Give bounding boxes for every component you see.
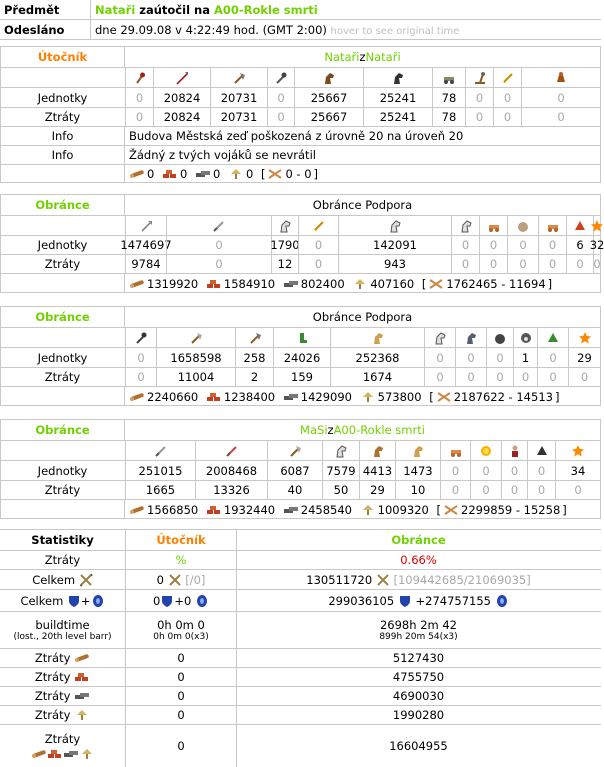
star-icon (578, 331, 592, 345)
scout-icon (274, 71, 288, 85)
stats-defender-head: Obránce (391, 533, 446, 547)
loss-cell: 0 (537, 368, 568, 386)
iron-value: 2458540 (300, 502, 352, 517)
unit-cell: 0 (424, 348, 455, 367)
ramo-icon (546, 219, 560, 233)
defender3-role: Obránce (35, 423, 90, 437)
defender1-table (0, 194, 604, 293)
wood-icon (129, 278, 145, 290)
unit-cell: 34 (555, 461, 600, 480)
axe-icon (248, 331, 262, 345)
clay-value: 1584910 (223, 276, 276, 291)
attacker-table: Útočník Nataři z Nataři Jednotky 0 20824 20731 0 25667 25241 78 0 0 0 Ztráty 0 20824 20731 0 25667 25241 78 0 0 0 Info Budova Městská zeď poškozená z úrovně 20 na úroveň 20 Info Žádný z tvých vojáků se nevrátil 0 0 0 0 [ 0 - 0 ] (0, 46, 601, 183)
bounty-icon (436, 391, 452, 403)
crop-value: 1009320 (377, 502, 429, 517)
loss-cell: 943 (338, 255, 451, 273)
horse-icon (322, 71, 336, 85)
crop-icon (79, 748, 95, 760)
unit-cell: 0 (537, 348, 568, 367)
iron-icon (283, 504, 299, 516)
subject-attacker-link[interactable]: Nataři (95, 3, 136, 17)
unit-cell: 0 (166, 236, 271, 254)
stats-loss-label: Ztráty (34, 708, 71, 722)
axe-icon (232, 71, 246, 85)
info-building: Budova Městská zeď poškozená z úrovně 20 na úroveň 20 (124, 127, 600, 145)
wood-icon (31, 748, 47, 760)
shield-icon (398, 594, 412, 608)
horsewhite-icon (334, 444, 348, 458)
bounty-icon (443, 504, 459, 516)
unit-cell: 78 (432, 88, 465, 107)
axeg-icon (288, 444, 302, 458)
loss-cell: 0 (493, 108, 521, 126)
subject-row (0, 0, 601, 20)
loss-cell: 0 (555, 481, 600, 499)
person-icon (508, 444, 522, 458)
unit-cell: 29 (568, 348, 600, 367)
defender2-title: Obránce Podpora (124, 307, 600, 327)
loss-cell: 0 (424, 368, 455, 386)
loss-cell: 78 (432, 108, 465, 126)
unit-cell: 25241 (363, 88, 432, 107)
iron-icon (195, 168, 211, 180)
unit-cell: 32 (589, 238, 604, 252)
clay-icon (162, 168, 178, 180)
loss-cell: 0 (298, 255, 338, 273)
info-label-2: Info (51, 148, 74, 162)
loss-cell: 29 (359, 481, 395, 499)
crop-icon (74, 709, 90, 721)
knight-icon (312, 219, 326, 233)
hover-hint[interactable]: hover to see original time (330, 26, 460, 37)
attacker-bounty: 0 0 0 0 [ 0 - 0 ] (124, 165, 600, 183)
club-icon (133, 71, 147, 85)
wood-icon (129, 168, 145, 180)
sent-row (0, 20, 601, 40)
wood-value: 0 (147, 167, 155, 181)
stats-loss-label: Ztráty (34, 689, 71, 703)
unit-cell: 0 (451, 236, 479, 254)
loss-cell: 10 (395, 481, 440, 499)
boot-icon (295, 331, 309, 345)
shield-icon (67, 594, 81, 608)
defender2-table (0, 306, 601, 406)
unit-cell: 0 (521, 88, 600, 107)
stats-loss-label: Ztráty (44, 732, 81, 746)
loss-cell: 13326 (195, 481, 267, 499)
attacker-role: Útočník (37, 50, 88, 64)
loss-cell: 0 (513, 368, 537, 386)
shield-round-icon (91, 594, 105, 608)
stats-attacker-head: Útočník (156, 533, 206, 547)
unit-cell: 0 (440, 461, 470, 480)
loss-cell: 0 (166, 255, 271, 273)
loss-cell: 159 (273, 368, 330, 386)
catapult-icon (473, 71, 487, 85)
stats-def-res-loss: 5127430 (392, 651, 445, 665)
swordr-icon (225, 444, 239, 458)
unit-cell: 20824 (153, 88, 210, 107)
info-label-1: Info (51, 129, 74, 143)
defender1-title: Obránce Podpora (124, 195, 600, 215)
loss-cell: 0 (470, 481, 501, 499)
unit-cell: 20731 (210, 88, 267, 107)
unit-cell: 0 (470, 461, 501, 480)
unit-cell: 0 (125, 88, 153, 107)
unit-cell: 4413 (359, 461, 395, 480)
unit-cell: 6087 (267, 461, 322, 480)
defender2-role: Obránce (35, 310, 90, 324)
statistics-table: Statistiky Útočník Obránce Ztráty % 0.66% Celkem 0 [/0] 130511720 [109442685/21069035] Celkem + 0 + 0 299036105 +274757155 buildtime (lost., 20th level barr) 0h 0m 0 0h 0m 0(x3) 2698h 2m 42 899h 20m 54(x3) Ztráty 0 5127430 Ztráty 0 4755750 Ztráty 0 4690030 Ztráty 0 1990280 Ztráty 0 16604955 (0, 529, 601, 767)
stats-att-res-loss: 0 (126, 649, 237, 667)
unit-cell: 0 (455, 348, 486, 367)
hatred-icon (573, 219, 587, 233)
bounty-icon (267, 168, 283, 180)
rock-icon (516, 219, 530, 233)
sent-label: Odesláno (4, 23, 65, 37)
crop-icon (360, 504, 376, 516)
stats-def-res-loss: 4755750 (392, 670, 445, 684)
iron-value: 1429090 (300, 389, 352, 404)
loss-cell: 50 (322, 481, 359, 499)
sword-icon (154, 444, 168, 458)
stats-def-res-loss: 16604955 (389, 739, 448, 753)
wood-value: 1566850 (147, 502, 199, 517)
stats-def-label: Celkem (20, 593, 64, 608)
stats-att-res-loss: 0 (126, 668, 237, 686)
unit-cell: 0 (479, 236, 507, 254)
unit-cell: 0 (493, 88, 521, 107)
crop-value: 0 (245, 167, 254, 181)
loss-cell: 25241 (363, 108, 432, 126)
swords-icon (79, 573, 93, 587)
stats-def-res-loss: 1990280 (392, 708, 445, 722)
crop-value: 407160 (370, 276, 415, 291)
info-return: Žádný z tvých vojáků se nevrátil (124, 146, 600, 164)
stats-loss-label: Ztráty (34, 651, 71, 665)
clay-icon (47, 748, 63, 760)
resource-total: 2299859 - 15258 (461, 502, 561, 517)
unit-cell: 0 (501, 461, 527, 480)
iron-value: 802400 (300, 276, 345, 291)
defender3-resources: 1566850 1932440 2458540 1009320 [ 2299859 - 15258 ] (124, 500, 600, 519)
clay-icon (74, 671, 90, 683)
clay-icon (206, 278, 222, 290)
mace-icon (134, 331, 148, 345)
stats-def-losses-pct: 0.66% (400, 553, 437, 567)
lighthorse2-icon (371, 331, 385, 345)
unit-cell: 0 (486, 348, 513, 367)
unit-cell: 0 (465, 88, 493, 107)
iron-value: 0 (212, 167, 221, 181)
loss-cell: 0 (538, 255, 566, 273)
loss-cell: 0 (507, 255, 538, 273)
loss-cell: 0 (566, 255, 593, 273)
subject-value: Nataři zaútočil na A00-Rokle smrti (95, 3, 318, 17)
resource-total: 2187622 - 14513 (453, 389, 553, 404)
horsewhite-icon (388, 219, 402, 233)
horsewhite-icon (433, 331, 447, 345)
shield-round-icon (495, 594, 509, 608)
unit-cell: 6 (566, 236, 593, 254)
loss-cell: 1674 (330, 368, 424, 386)
wood-icon (129, 504, 145, 516)
loss-cell: 12 (271, 255, 298, 273)
lighthorse2-icon (411, 444, 425, 458)
loss-cell: 0 (527, 481, 555, 499)
stats-title: Statistiky (31, 533, 94, 547)
unit-cell: 0 (125, 348, 156, 367)
loss-cell: 0 (593, 257, 601, 271)
loss-cell: 40 (267, 481, 322, 499)
iron-icon (283, 278, 299, 290)
spear-icon (175, 71, 189, 85)
stats-losses-label: Ztráty (0, 551, 126, 569)
loss-cell: 11004 (156, 368, 235, 386)
horse2-icon (391, 71, 405, 85)
unit-cell: 0 (538, 236, 566, 254)
defender3-losses-label: Ztráty (44, 483, 81, 497)
defender1-units-label: Jednotky (37, 238, 88, 252)
clay-value: 1238400 (223, 389, 276, 404)
defender3-player-link[interactable]: MaSi (300, 423, 328, 437)
unit-cell: 251015 (125, 461, 195, 480)
loss-cell: 0 (486, 368, 513, 386)
bounty-icon (428, 278, 444, 290)
buildtime-label: buildtime (35, 618, 90, 632)
stats-total-label: Celkem (32, 572, 76, 587)
stats-def-res-loss: 4690030 (392, 689, 445, 703)
buildtime-sub: (lost., 20th level barr) (13, 632, 112, 642)
attacker-losses-label: Ztráty (44, 110, 81, 124)
defender2-resources: 2240660 1238400 1429090 573800 [ 2187622 - 14513 ] (124, 387, 600, 406)
loss-cell: 1665 (125, 481, 195, 499)
defender1-losses-label: Ztráty (44, 257, 81, 271)
unit-cell: 1790 (270, 238, 300, 252)
attacker-village-link[interactable]: Nataři (365, 50, 401, 64)
stats-att-res-loss: 0 (126, 687, 237, 705)
stats-att-res-loss: 0 (126, 725, 237, 767)
subject-target-link[interactable]: A00-Rokle smrti (213, 3, 318, 17)
unit-cell: 1658598 (156, 348, 235, 367)
loss-cell: 0 (465, 108, 493, 126)
defender2-units-label: Jednotky (37, 350, 88, 365)
attacker-units-label: Jednotky (37, 90, 88, 105)
unit-cell: 1 (513, 348, 537, 367)
unit-cell: 0 (527, 461, 555, 480)
lighthorse-icon (371, 444, 385, 458)
unit-cell: 258 (235, 348, 273, 367)
loss-cell: 20731 (210, 108, 267, 126)
clay-icon (206, 504, 222, 516)
sword-icon (212, 219, 226, 233)
loss-cell: 0 (125, 368, 156, 386)
defender1-resources: 1319920 1584910 802400 407160 [ 1762465 - 11694 ] (124, 274, 600, 293)
unit-cell: 1473 (395, 461, 440, 480)
swords-icon (376, 573, 390, 587)
ramo-icon (449, 444, 463, 458)
unit-cell: 0 (507, 236, 538, 254)
wood-icon (129, 391, 145, 403)
ramo-icon (487, 219, 501, 233)
horsewhite-icon (278, 219, 292, 233)
noble-icon (554, 71, 568, 85)
clay-value: 1932440 (223, 502, 276, 517)
defender3-units-label: Jednotky (37, 463, 88, 478)
crop-icon (228, 168, 244, 180)
iron-icon (74, 690, 90, 702)
crop-icon (360, 391, 376, 403)
horsewhite-icon (459, 219, 473, 233)
unit-cell: 24026 (273, 348, 330, 367)
loss-cell: 0 (267, 108, 294, 126)
helmet-icon (519, 331, 533, 345)
rock2-icon (493, 331, 507, 345)
unit-cell: 2008468 (195, 461, 267, 480)
loss-cell: 0 (451, 255, 479, 273)
defender2-losses-label: Ztráty (44, 370, 81, 384)
loss-cell: 9784 (125, 255, 166, 273)
hat-icon (546, 331, 560, 345)
wood-value: 2240660 (147, 389, 199, 404)
unit-cell: 0 (267, 88, 294, 107)
defender1-role: Obránce (35, 198, 90, 212)
crop-value: 573800 (377, 389, 422, 404)
unit-cell: 7579 (322, 461, 359, 480)
loss-cell: 0 (479, 255, 507, 273)
defender3-table: Obránce MaSi z A00-Rokle smrti Jednotky 251015 2008468 6087 7579 4413 1473 0 0 0 0 34 Ztráty 1665 13326 40 50 29 10 0 0 0 0 0 1566850 1932440 2458540 1009320 [ 2299859 - 15258 ] (0, 419, 601, 519)
loss-cell: 25667 (294, 108, 363, 126)
shield-icon (160, 594, 174, 608)
swords-icon (168, 573, 182, 587)
star-icon (571, 444, 585, 458)
loss-cell: 0 (521, 108, 600, 126)
unit-cell: 252368 (330, 348, 424, 367)
iron-icon (63, 748, 79, 760)
stats-loss-label: Ztráty (34, 670, 71, 684)
unit-cell: 0 (298, 236, 338, 254)
wood-value: 1319920 (147, 276, 199, 291)
stats-att-losses-pct: % (126, 551, 237, 569)
loss-cell: 2 (235, 368, 273, 386)
loss-cell: 0 (568, 368, 600, 386)
ram-icon (442, 71, 456, 85)
sun-icon (479, 444, 493, 458)
arrow-icon (139, 219, 153, 233)
loss-cell: 0 (440, 481, 470, 499)
unit-cell: 25667 (294, 88, 363, 107)
resource-total: 0 - 0 (285, 167, 312, 181)
loss-cell: 0 (455, 368, 486, 386)
star-icon (590, 219, 604, 233)
shield-round-icon (195, 594, 209, 608)
unit-cell: 142091 (338, 236, 451, 254)
subject-label: Předmět (4, 3, 60, 17)
crop-icon (352, 278, 368, 290)
defender3-village-link[interactable]: A00-Rokle smrti (333, 423, 425, 437)
axeg-icon (189, 331, 203, 345)
unit-cell: 1474697 (120, 238, 172, 252)
sent-value: dne 29.09.08 v 4:22:49 hod. (GMT 2:00) hover to see original time (95, 23, 460, 37)
resource-total: 1762465 - 11694 (446, 276, 546, 291)
loss-cell: 0 (501, 481, 527, 499)
horsedark-icon (464, 331, 478, 345)
clay-value: 0 (179, 167, 188, 181)
hatblk-icon (535, 444, 549, 458)
loss-cell: 20824 (153, 108, 210, 126)
stats-att-res-loss: 0 (126, 706, 237, 724)
iron-icon (283, 391, 299, 403)
attacker-player-link[interactable]: Nataři (324, 50, 360, 64)
clay-icon (206, 391, 222, 403)
wood-icon (74, 652, 90, 664)
loss-cell: 0 (125, 108, 153, 126)
knight-icon (501, 71, 515, 85)
